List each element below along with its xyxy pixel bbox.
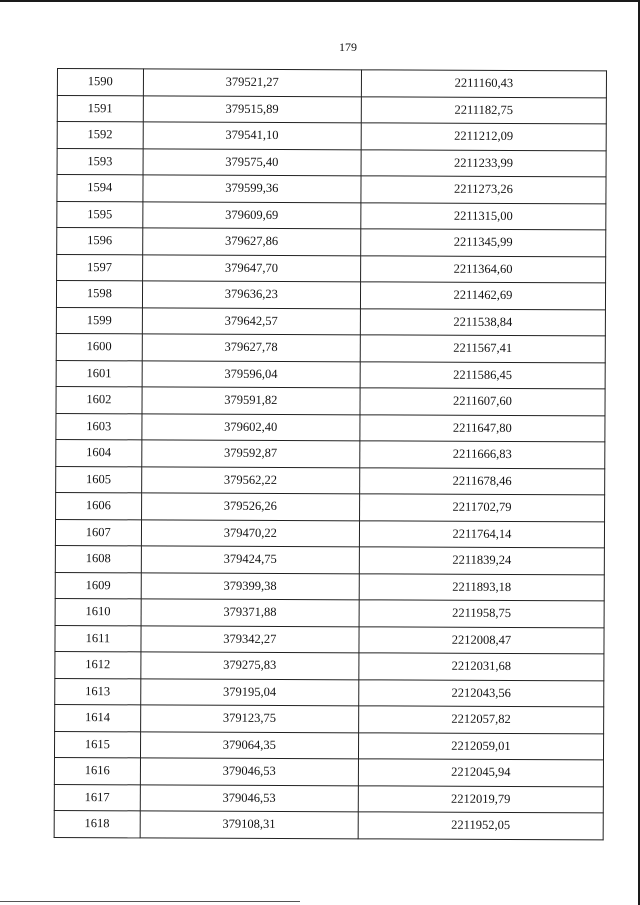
table-row xyxy=(56,360,605,389)
point-number-cell: 1608 xyxy=(55,545,141,572)
x-coordinate-cell: 379526,26 xyxy=(141,493,359,520)
point-number-cell: 1595 xyxy=(57,201,143,228)
point-number-cell: 1591 xyxy=(57,95,143,122)
x-coordinate-cell: 379195,04 xyxy=(140,678,358,705)
table-row xyxy=(54,784,603,813)
table-row xyxy=(57,95,606,124)
point-number-cell: 1606 xyxy=(56,492,142,519)
table-row xyxy=(54,731,603,760)
point-number-cell: 1598 xyxy=(56,281,142,308)
y-coordinate-cell: 2211315,00 xyxy=(361,202,606,230)
y-coordinate-cell: 2212059,01 xyxy=(358,732,603,760)
x-coordinate-cell: 379575,40 xyxy=(143,148,361,175)
table-row xyxy=(55,519,604,548)
table-row xyxy=(57,228,606,257)
y-coordinate-cell: 2211958,75 xyxy=(359,600,604,628)
y-coordinate-cell: 2212057,82 xyxy=(358,706,603,734)
page-number: 179 xyxy=(339,40,357,54)
y-coordinate-cell: 2211212,09 xyxy=(361,123,606,151)
point-number-cell: 1602 xyxy=(56,386,142,413)
x-coordinate-cell: 379123,75 xyxy=(140,705,358,732)
y-coordinate-cell: 2211160,43 xyxy=(361,70,606,98)
point-number-cell: 1597 xyxy=(57,254,143,281)
point-number-cell: 1610 xyxy=(55,598,141,625)
y-coordinate-cell: 2211607,60 xyxy=(360,388,605,416)
point-number-cell: 1592 xyxy=(57,122,143,149)
coordinates-table-body xyxy=(54,69,606,840)
point-number-cell: 1600 xyxy=(56,333,142,360)
y-coordinate-cell: 2212019,79 xyxy=(358,785,603,813)
x-coordinate-cell: 379046,53 xyxy=(140,758,358,785)
x-coordinate-cell: 379541,10 xyxy=(143,122,361,149)
table-row xyxy=(54,810,603,839)
point-number-cell: 1609 xyxy=(55,572,141,599)
y-coordinate-cell: 2212045,94 xyxy=(358,759,603,787)
y-coordinate-cell: 2211893,18 xyxy=(359,573,604,601)
x-coordinate-cell: 379627,78 xyxy=(142,334,360,361)
point-number-cell: 1590 xyxy=(57,69,143,96)
table-row xyxy=(54,757,603,786)
point-number-cell: 1616 xyxy=(54,757,140,784)
y-coordinate-cell: 2211364,60 xyxy=(360,255,605,283)
y-coordinate-cell: 2212031,68 xyxy=(359,653,604,681)
table-row xyxy=(57,69,606,98)
y-coordinate-cell: 2211345,99 xyxy=(361,229,606,257)
point-number-cell: 1593 xyxy=(57,148,143,175)
y-coordinate-cell: 2211233,99 xyxy=(361,149,606,177)
footer-rule xyxy=(0,901,300,902)
point-number-cell: 1612 xyxy=(55,651,141,678)
y-coordinate-cell: 2211839,24 xyxy=(359,547,604,575)
table-row xyxy=(56,281,605,310)
point-number-cell: 1611 xyxy=(55,625,141,652)
point-number-cell: 1615 xyxy=(54,731,140,758)
y-coordinate-cell: 2211952,05 xyxy=(358,812,603,840)
y-coordinate-cell: 2211586,45 xyxy=(360,361,605,389)
x-coordinate-cell: 379521,27 xyxy=(143,69,361,96)
coordinates-table xyxy=(54,68,607,840)
table-row xyxy=(57,175,606,204)
y-coordinate-cell: 2211567,41 xyxy=(360,335,605,363)
table-row xyxy=(55,704,604,733)
point-number-cell: 1614 xyxy=(55,704,141,731)
point-number-cell: 1604 xyxy=(56,439,142,466)
table-row xyxy=(56,413,605,442)
table-row xyxy=(56,492,605,521)
point-number-cell: 1594 xyxy=(57,175,143,202)
table-row xyxy=(56,466,605,495)
point-number-cell: 1617 xyxy=(54,784,140,811)
point-number-cell: 1605 xyxy=(56,466,142,493)
y-coordinate-cell: 2211702,79 xyxy=(359,494,604,522)
x-coordinate-cell: 379371,88 xyxy=(141,599,359,626)
y-coordinate-cell: 2211764,14 xyxy=(359,520,604,548)
x-coordinate-cell: 379046,53 xyxy=(140,784,358,811)
y-coordinate-cell: 2211182,75 xyxy=(361,96,606,124)
x-coordinate-cell: 379609,69 xyxy=(143,201,361,228)
x-coordinate-cell: 379275,83 xyxy=(141,652,359,679)
x-coordinate-cell: 379592,87 xyxy=(141,440,359,467)
table-row xyxy=(56,386,605,415)
x-coordinate-cell: 379342,27 xyxy=(141,625,359,652)
point-number-cell: 1607 xyxy=(55,519,141,546)
y-coordinate-cell: 2212043,56 xyxy=(359,679,604,707)
x-coordinate-cell: 379470,22 xyxy=(141,519,359,546)
x-coordinate-cell: 379602,40 xyxy=(142,413,360,440)
y-coordinate-cell: 2212008,47 xyxy=(359,626,604,654)
y-coordinate-cell: 2211666,83 xyxy=(360,441,605,469)
x-coordinate-cell: 379424,75 xyxy=(141,546,359,573)
x-coordinate-cell: 379562,22 xyxy=(141,466,359,493)
x-coordinate-cell: 379515,89 xyxy=(143,95,361,122)
table-row xyxy=(57,201,606,230)
table-row xyxy=(56,307,605,336)
x-coordinate-cell: 379596,04 xyxy=(142,360,360,387)
point-number-cell: 1599 xyxy=(56,307,142,334)
y-coordinate-cell: 2211273,26 xyxy=(361,176,606,204)
point-number-cell: 1618 xyxy=(54,810,140,837)
table-row xyxy=(57,148,606,177)
x-coordinate-cell: 379642,57 xyxy=(142,307,360,334)
scan-border-top xyxy=(0,0,640,2)
x-coordinate-cell: 379064,35 xyxy=(140,731,358,758)
point-number-cell: 1601 xyxy=(56,360,142,387)
y-coordinate-cell: 2211462,69 xyxy=(360,282,605,310)
x-coordinate-cell: 379108,31 xyxy=(140,811,358,838)
point-number-cell: 1603 xyxy=(56,413,142,440)
y-coordinate-cell: 2211647,80 xyxy=(360,414,605,442)
table-row xyxy=(55,678,604,707)
table-row xyxy=(55,572,604,601)
table-row xyxy=(55,625,604,654)
point-number-cell: 1613 xyxy=(55,678,141,705)
table-row xyxy=(57,122,606,151)
table-row xyxy=(55,545,604,574)
table-row xyxy=(55,651,604,680)
table-row xyxy=(55,598,604,627)
table-row xyxy=(56,333,605,362)
point-number-cell: 1596 xyxy=(57,228,143,255)
x-coordinate-cell: 379636,23 xyxy=(142,281,360,308)
table-row xyxy=(57,254,606,283)
table-row xyxy=(56,439,605,468)
x-coordinate-cell: 379591,82 xyxy=(142,387,360,414)
x-coordinate-cell: 379599,36 xyxy=(143,175,361,202)
y-coordinate-cell: 2211538,84 xyxy=(360,308,605,336)
x-coordinate-cell: 379399,38 xyxy=(141,572,359,599)
x-coordinate-cell: 379627,86 xyxy=(142,228,360,255)
y-coordinate-cell: 2211678,46 xyxy=(360,467,605,495)
x-coordinate-cell: 379647,70 xyxy=(142,254,360,281)
